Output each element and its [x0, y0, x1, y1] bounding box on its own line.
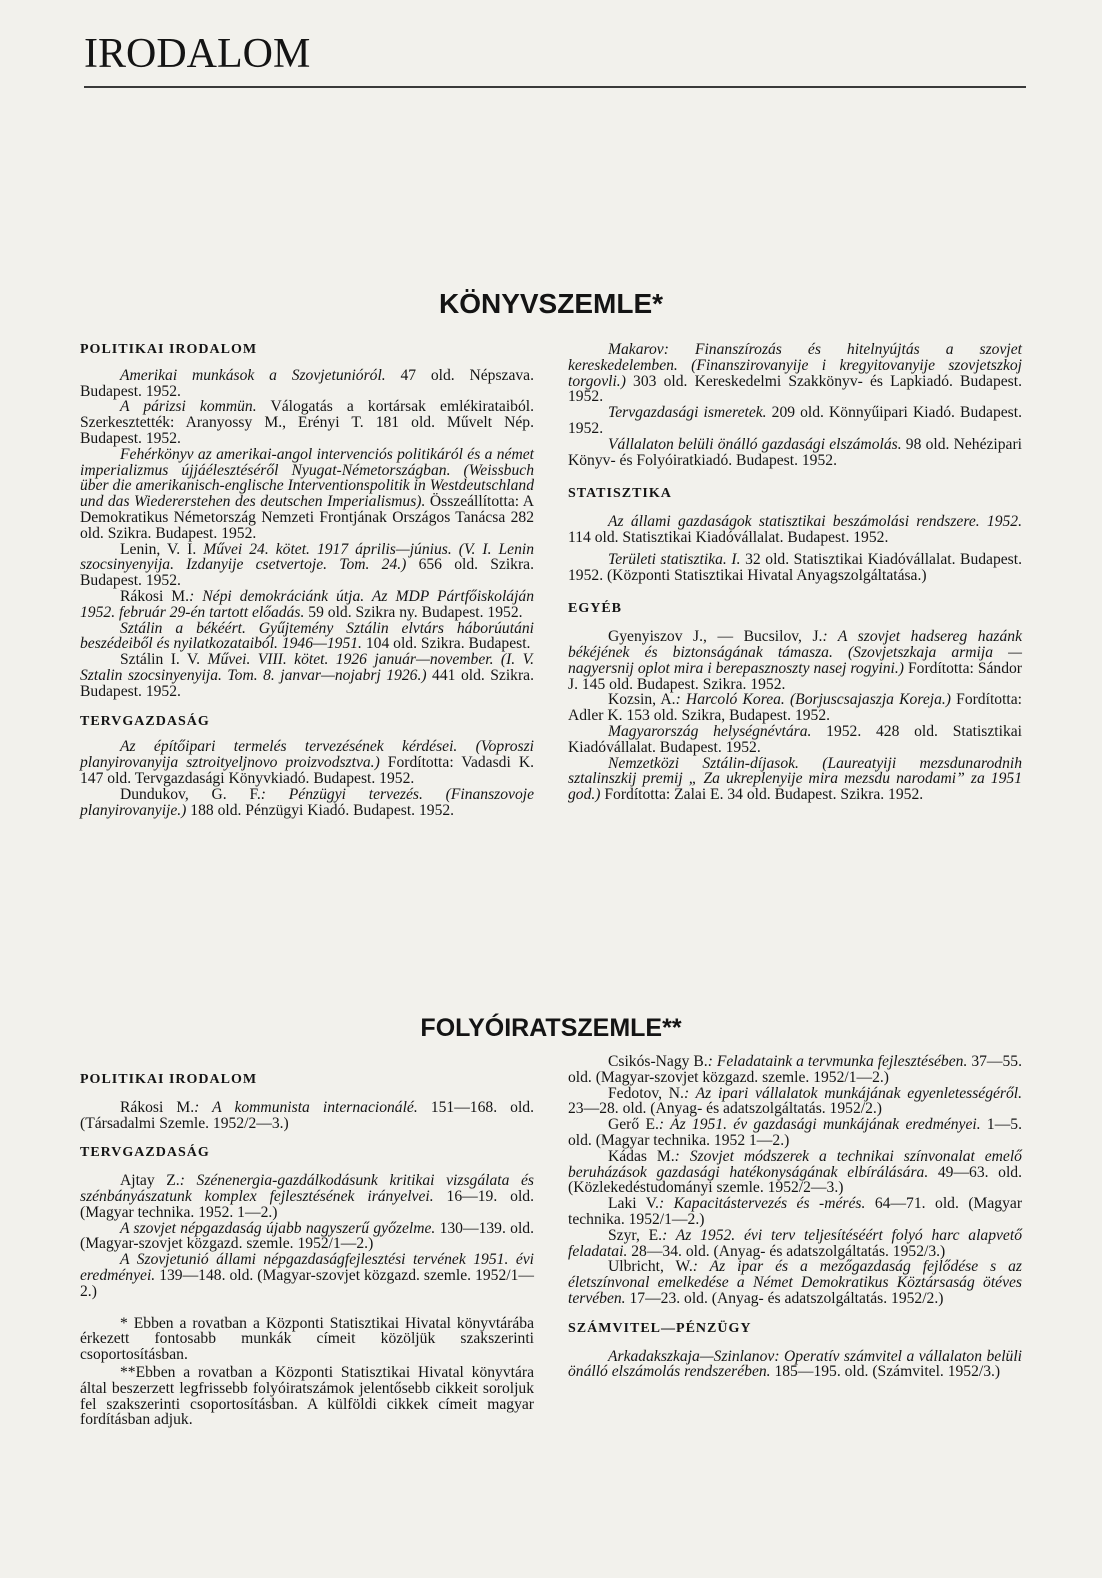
list-item: Vállalaton belüli önálló gazdasági elszámolás. 98 old. Nehézipari Könyv- és Folyóiratkiadó. Budapest. 1952.	[568, 435, 1023, 469]
section-heading: EGYÉB	[568, 601, 623, 617]
journal-review-banner: FOLYÓIRATSZEMLE**	[420, 1014, 682, 1042]
list-item: Sztálin I. V. Művei. VIII. kötet. 1926 január—november. (I. V. Sztalin szocsinyenyija. Tom. 8. janvar—nojabrj 1926.) 441 old. Szikra. Budapest. 1952.	[80, 651, 534, 700]
list-item: Amerikai munkások a Szovjetunióról. 47 old. Népszava. Budapest. 1952.	[80, 366, 534, 400]
section-heading: POLITIKAI IRODALOM	[80, 342, 258, 357]
list-item: Sztálin a békéért. Gyűjtemény Sztálin elvtárs háborúutáni beszédeiből és nyilatkozataiból. 1946—1951. 104 old. Szikra. Budapest.	[80, 619, 534, 653]
list-item: Ulbricht, W.: Az ipar és a mezőgazdaság fejlődése s az életszínvonal emelkedése a Német Demokratikus Köztársaság ötéves tervében. 17—23. old. (Anyag- és adatszolgáltatás. 1952/2.)	[568, 1258, 1023, 1307]
section-heading: TERVGAZDASÁG	[80, 1145, 210, 1161]
list-item: Arkadakszkaja—Szinlanov: Operatív számvitel a vállalaton belüli önálló elszámolás rendszerében. 185—195. old. (Számvitel. 1952/3.)	[568, 1347, 1022, 1381]
list-item: A Szovjetunió állami népgazdaságfejlesztési tervének 1951. évi eredményei. 139—148. old. (Magyar-szovjet közgazd. szemle. 1952/1—2.)	[80, 1251, 534, 1300]
list-item: Kozsin, A.: Harcoló Korea. (Borjuscsajaszja Koreja.) Fordította: Adler K. 153 old. Szikra, Budapest. 1952.	[568, 691, 1022, 725]
section-heading: POLITIKAI IRODALOM	[80, 1072, 258, 1087]
list-item: Fehérkönyv az amerikai-angol intervenciós politikáról és a német imperializmus újjáélesztéséről Nyugat-Németországban. (Weissbuch über die amerikanisch-englische Interventionspolitik in Westdeutschland und das Wiedererstehen des deutschen Imperialismus). Összeállította: A Demokratikus Németország Nemzeti Frontjának Országos Tanácsa 282 old. Szikra. Budapest. 1952.	[80, 445, 534, 542]
page-title: IRODALOM	[84, 31, 311, 77]
section-heading: SZÁMVITEL—PÉNZÜGY	[568, 1320, 752, 1336]
footnote-2: **Ebben a rovatban a Központi Statisztikai Hivatal könyvtára által beszerzett legfrissebb folyóiratszámok jelentősebb cikkeit soroljuk fel szakszerinti csoportosításban. A külföldi cikkek címeit magyar fordításban adjuk.	[80, 1363, 534, 1429]
list-item: Nemzetközi Sztálin-díjasok. (Laureatyiji mezsdunarodnih sztalinszkij premij „ Za ukreplenyije mira mezsdu narodami” za 1951 god.) Fordította: Zalai E. 34 old. Budapest. Szikra. 1952.	[568, 754, 1022, 804]
books-right-column	[568, 342, 1022, 803]
journals-right-column	[568, 1054, 1022, 1380]
list-item: Területi statisztika. I. 32 old. Statisztikai Kiadóvállalat. Budapest. 1952. (Központi Statisztikai Hivatal Anyagszolgáltatása.)	[568, 550, 1022, 584]
list-item: Lenin, V. I. Művei 24. kötet. 1917 április—június. (V. I. Lenin szocsinyenyija. Izdanyije csetvertoje. Tom. 24.) 656 old. Szikra. Budapest. 1952.	[80, 540, 534, 590]
books-left-column	[80, 342, 534, 818]
list-item: Gyenyiszov J., — Bucsilov, J.: A szovjet hadsereg hazánk békéjének és biztonságának támasza. (Szovjetszkaja armija — nagyersnij oplot mira i berepasznoszty nasej rogyini.) Fordította: Sándor J. 145 old. Budapest. Szikra. 1952.	[568, 628, 1022, 693]
list-item: A szovjet népgazdaság újabb nagyszerű győzelme. 130—139. old. (Magyar-szovjet közgazd. szemle. 1952/1—2.)	[80, 1219, 534, 1253]
list-item: Laki V.: Kapacitástervezés és -mérés. 64—71. old. (Magyar technika. 1952/1—2.)	[568, 1195, 1023, 1228]
list-item: Dundukov, G. F.: Pénzügyi tervezés. (Finanszovoje planyirovanyije.) 188 old. Pénzügyi Kiadó. Budapest. 1952.	[80, 785, 534, 819]
list-item: Makarov: Finanszírozás és hitelnyújtás a szovjet kereskedelemben. (Finanszirovanyije i kregyitovanyije szovjetszkoj torgovli.) 303 old. Kereskedelmi Szakkönyv- és Lapkiadó. Budapest. 1952.	[568, 341, 1022, 406]
list-item: Magyarország helységnévtára. 1952. 428 old. Statisztikai Kiadóvállalat. Budapest. 1952.	[568, 722, 1022, 756]
list-item: Rákosi M.: Népi demokráciánk útja. Az MDP Pártfőiskoláján 1952. február 29-én tartott előadás. 59 old. Szikra ny. Budapest. 1952.	[80, 587, 534, 621]
list-item: Kádas M.: Szovjet módszerek a technikai színvonalat emelő beruházások gazdasági hatékonyságának elbírálására. 49—63. old. (Közlekedéstudományi szemle. 1952/2—3.)	[568, 1147, 1022, 1197]
list-item: Tervgazdasági ismeretek. 209 old. Könnyűipari Kiadó. Budapest. 1952.	[568, 404, 1022, 437]
list-item: A párizsi kommün. Válogatás a kortársak emlékirataiból. Szerkesztették: Aranyossy M., Erényi T. 181 old. Művelt Nép. Budapest. 1952.	[80, 398, 534, 447]
list-item: Gerő E.: Az 1951. év gazdasági munkájának eredményei. 1—5. old. (Magyar technika. 1952 1—2.)	[568, 1116, 1022, 1149]
list-item: Rákosi M.: A kommunista internacionálé. 151—168. old. (Társadalmi Szemle. 1952/2—3.)	[80, 1098, 534, 1132]
section-heading: TERVGAZDASÁG	[80, 713, 210, 729]
journals-left-column	[80, 1072, 534, 1428]
section-heading: STATISZTIKA	[568, 486, 672, 502]
list-item: Fedotov, N.: Az ipari vállalatok munkájának egyenletességéről. 23—28. old. (Anyag- és adatszolgáltatás. 1952/2.)	[568, 1084, 1023, 1118]
list-item: Az állami gazdaságok statisztikai beszámolási rendszere. 1952. 114 old. Statisztikai Kiadóvállalat. Budapest. 1952.	[568, 513, 1022, 546]
list-item: Az építőipari termelés tervezésének kérdései. (Voproszi planyirovanyija sztroityeljnovo proizvodsztva.) Fordította: Vadasdi K. 147 old. Tervgazdasági Könyvkiadó. Budapest. 1952.	[80, 738, 534, 787]
title-rule	[84, 86, 1026, 88]
list-item: Csikós-Nagy B.: Feladataink a tervmunka fejlesztésében. 37—55. old. (Magyar-szovjet közgazd. szemle. 1952/1—2.)	[568, 1053, 1023, 1086]
list-item: Szyr, E.: Az 1952. évi terv teljesítéséért folyó harc alapvető feladatai. 28—34. old. (Anyag- és adatszolgáltatás. 1952/3.)	[568, 1226, 1022, 1260]
footnote-1: * Ebben a rovatban a Központi Statisztikai Hivatal könyvtárába érkezett fontosabb munkák címeit közöljük szakszerinti csoportosításban.	[80, 1314, 534, 1364]
book-review-banner: KÖNYVSZEMLE*	[438, 288, 664, 319]
list-item: Ajtay Z.: Szénenergia-gazdálkodásunk kritikai vizsgálata és szénbányászatunk komplex fejlesztésének irányelvei. 16—19. old. (Magyar technika. 1952. 1—2.)	[80, 1172, 535, 1221]
